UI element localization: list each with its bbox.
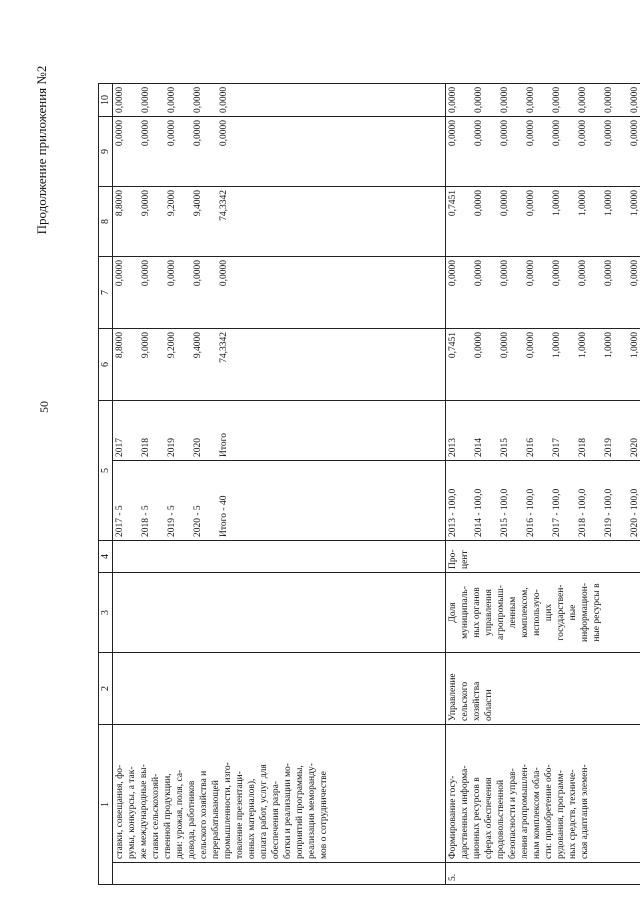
appendix-title: Продолжение приложения №2 [34,65,49,235]
cell-line: 0,0000 [474,120,484,147]
amount-cell-6 [113,329,446,401]
cell-line: 0,0000 [448,260,458,287]
cell-line: 1,0000 [604,190,614,217]
cell-line: 0,0000 [500,120,510,147]
amount-cell-6 [446,329,640,401]
cell-line: 2018 [141,438,151,457]
cell-line: 9,0000 [141,190,151,217]
cell-line: 0,0000 [474,190,484,217]
cell-line: 0,0000 [115,86,125,113]
cell-line: 0,0000 [500,190,510,217]
cell-line: 0,0000 [500,332,510,359]
header-cell-8: 8 [99,187,113,257]
header-cell-1: 1 [99,725,113,885]
cell-line: 1,0000 [552,190,562,217]
cell-line: 0,0000 [448,120,458,147]
cell-line: 0,0000 [219,260,229,287]
cell-line: 2020 - 100,0 [630,488,640,537]
cell-line: 2019 - 5 [167,505,177,537]
cell-line: 0,0000 [448,86,458,113]
cell-line: 74,3342 [219,190,229,221]
amount-cell-10 [446,83,640,116]
cell-line: 2014 [474,438,484,457]
cell-line: 9,4000 [193,332,203,359]
cell-line: 0,0000 [500,260,510,287]
target-values-cell [113,461,446,541]
cell-line: 74,3342 [219,332,229,363]
cell-line: 0,0000 [167,86,177,113]
amount-cell-10 [113,83,446,116]
cell-line: 0,0000 [141,120,151,147]
cell-line: 0,0000 [604,86,614,113]
cell-line: 9,0000 [141,332,151,359]
cell-line: 0,0000 [474,260,484,287]
cell-line: 0,0000 [167,260,177,287]
cell-line: 0,0000 [474,332,484,359]
cell-line: 0,0000 [474,86,484,113]
cell-line: 9,2000 [167,332,177,359]
cell-line: 1,0000 [552,332,562,359]
cell-line: 8,8000 [115,332,125,359]
cell-line: 2018 [578,438,588,457]
year-cell [113,401,446,461]
description-cell: Формирование госу- дарственных информа- ционных ресурсов в сферах обеспечения продовольственной безопасности и управ- ления агропромышлен- ным комплексом обла- сти: приобретение обо- рудования, программ- ных средств, техниче- ская адаптация элемен- [446,725,640,863]
cell-line: 0,0000 [193,86,203,113]
page-number: 50 [37,401,51,413]
cell-line: Итого [219,432,229,457]
cell-line: 2013 - 100,0 [448,488,458,537]
header-row [99,83,113,884]
header-cell-4: 4 [99,541,113,573]
cell-line: 2018 - 100,0 [578,488,588,537]
cell-line: 0,0000 [141,86,151,113]
cell-line: 2018 - 5 [141,505,151,537]
cell-line: 0,0000 [167,120,177,147]
unit-cell [113,541,446,573]
cell-line: 2019 [604,438,614,457]
cell-line: 0,7451 [448,332,458,359]
cell-line: 0,0000 [552,120,562,147]
cell-line: 0,0000 [552,86,562,113]
cell-line: 0,0000 [526,260,536,287]
cell-line: 0,0000 [219,86,229,113]
header-cell-7: 7 [99,257,113,329]
cell-line: 2015 [500,438,510,457]
table-row [446,83,640,884]
cell-line: 0,7451 [448,190,458,217]
table-row [113,83,446,884]
cell-line: 0,0000 [193,260,203,287]
amount-cell-7 [446,257,640,329]
cell-line: 1,0000 [578,190,588,217]
cell-line: 0,0000 [552,260,562,287]
cell-line: 2014 - 100,0 [474,488,484,537]
program-table [98,83,640,885]
unit-cell: Про- цент [446,541,640,573]
cell-line: 2019 [167,438,177,457]
cell-line: 2017 - 5 [115,505,125,537]
cell-line: 9,2000 [167,190,177,217]
header-cell-6: 6 [99,329,113,401]
cell-line: 2019 - 100,0 [604,488,614,537]
amount-cell-7 [113,257,446,329]
year-cell [446,401,640,461]
cell-line: 2015 - 100,0 [500,488,510,537]
header-cell-5: 5 [99,401,113,541]
row-number-cell: 5. [446,863,640,885]
cell-line: 0,0000 [578,120,588,147]
target-values-cell [446,461,640,541]
cell-line: 2017 - 100,0 [552,488,562,537]
cell-line: 0,0000 [630,86,640,113]
header-cell-2: 2 [99,653,113,725]
amount-cell-9 [446,117,640,187]
cell-line: 0,0000 [526,190,536,217]
cell-line: 1,0000 [630,190,640,217]
cell-line: 8,8000 [115,190,125,217]
cell-line: 1,0000 [578,332,588,359]
header-cell-9: 9 [99,117,113,187]
cell-line: 2020 [630,438,640,457]
indicator-cell: Доля муниципаль- ных органов управления агропромыш- ленным комплексом, использую- щих государствен- ные информацион- ные ресурсы в [446,573,640,653]
cell-line: 2020 - 5 [193,505,203,537]
cell-line: 0,0000 [630,260,640,287]
cell-line: 0,0000 [141,260,151,287]
cell-line: 0,0000 [219,120,229,147]
cell-line: Итого - 40 [219,495,229,537]
cell-line: 1,0000 [604,332,614,359]
cell-line: 0,0000 [526,332,536,359]
header-cell-10: 10 [99,83,113,116]
cell-line: 1,0000 [630,332,640,359]
header-cell-3: 3 [99,573,113,653]
cell-line: 0,0000 [526,86,536,113]
cell-line: 0,0000 [115,260,125,287]
cell-line: 0,0000 [578,260,588,287]
cell-line: 0,0000 [193,120,203,147]
cell-line: 2016 - 100,0 [526,488,536,537]
cell-line: 0,0000 [630,120,640,147]
description-cell: ставки, совещания, фо- румы, конкурсы, а так- же международные вы- ставки сельскохозяй- ственной продукции, дни: урожая, поля, са- довода, работников сельского хозяйства и перерабатывающей промышленности, изго- товление презентаци- онных материалов), оплата работ, услуг для обеспечения разра- ботки и реализации мо- роприятий программы, реализация меморанду- мов о сотрудничестве [113,725,446,863]
indicator-cell [113,573,446,653]
cell-line: 2020 [193,438,203,457]
cell-line: 0,0000 [604,120,614,147]
amount-cell-9 [113,117,446,187]
cell-line: 2013 [448,438,458,457]
amount-cell-8 [113,187,446,257]
cell-line: 0,0000 [500,86,510,113]
cell-line: 0,0000 [578,86,588,113]
executor-cell [113,653,446,725]
cell-line: 0,0000 [115,120,125,147]
cell-line: 9,4000 [193,190,203,217]
amount-cell-8 [446,187,640,257]
executor-cell: Управление сельского хозяйства области [446,653,640,725]
row-number-cell [113,863,446,885]
cell-line: 0,0000 [604,260,614,287]
cell-line: 2017 [115,438,125,457]
cell-line: 0,0000 [526,120,536,147]
cell-line: 2017 [552,438,562,457]
cell-line: 2016 [526,438,536,457]
